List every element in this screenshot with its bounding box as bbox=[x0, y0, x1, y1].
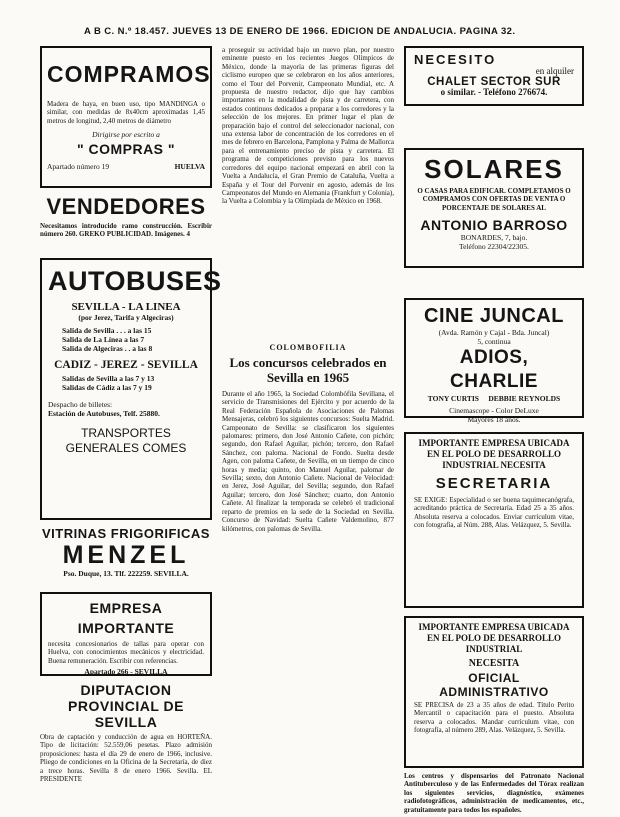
autobuses-office: Despacho de billetes: bbox=[48, 400, 113, 409]
compramos-footer-left: Apartado número 19 bbox=[47, 162, 110, 172]
chalet-line4: o similar. - Teléfono 276674. bbox=[440, 87, 548, 97]
diputacion-title: DIPUTACION PROVINCIAL DE SEVILLA bbox=[68, 682, 184, 730]
secretaria-body: SE EXIGE: Especialidad o ser buena taquimecanógrafa, acreditando práctica de Secretaría. Edad 25 a 35 años. Absoluta reserva a colocados. Enviar currículum vitae, con fotografía, al Núm. 288, Alas. Velázquez, 5. Sevilla. bbox=[414, 496, 574, 530]
ad-vitrinas bbox=[40, 526, 212, 584]
ad-compramos bbox=[40, 46, 212, 188]
article-kicker: COLOMBOFILIA bbox=[269, 343, 347, 352]
compramos-title: COMPRAMOS bbox=[47, 61, 211, 87]
ad-autobuses bbox=[40, 258, 222, 520]
cine-cast: TONY CURTIS DEBBIE REYNOLDS bbox=[427, 394, 561, 403]
cine-address: (Avda. Ramón y Cajal - Bda. Juncal) bbox=[438, 328, 550, 337]
article-cycling-text: a proseguir su actividad bajo un nuevo plan, por nuestro eminente puesto en los recientes Juegos Olímpicos de México, donde la mayoría de las primeras figuras del ciclismo europeo que se celebraron en los años anteriores, como el Tour del Porvenir, Campeonato Mundial, etc. A propuesta de nuestro redactor, dijo que hay cambios importantes en la modalidad de pista y de carretera, con estados continuos dedicados a preparar a los corredores y la selección de los mejores. En primer lugar el plan de preparación bajo el control del seleccionador nacional, con una extensa labor de concentración de los corredores en el mes de febrero en Barcelona, Pamplona y Palma de Mallorca para el entrenamiento preciso de pista y carretera. El programa de competiciones previsto para los nuevos corredores del equipo nacional empezará en abril con la Vuelta a Andalucía, el Gran Premio de Cataluña, Vuelta a España y el Tour del Porvenir en agosto, además de los Campeonatos del Mundo en Alemania (Frankfurt y Colonia), la Vuelta a Colombia y la Olimpiada de México en 1968. bbox=[222, 46, 394, 206]
ad-secretaria bbox=[404, 432, 584, 608]
solares-phone: Teléfono 22304/22305. bbox=[459, 242, 529, 252]
ad-solares bbox=[404, 148, 584, 268]
ad-diputacion bbox=[40, 682, 212, 790]
vendedores-body: Necesitamos introducido ramo construcción. Escribir número 260. GREKO PUBLICIDAD. Imágenes. 4 bbox=[40, 222, 212, 239]
solares-title: SOLARES bbox=[424, 154, 564, 184]
empresa-footer: Apartado 266 - SEVILLA bbox=[84, 667, 168, 677]
administrativo-role: OFICIAL ADMINISTRATIVO bbox=[439, 671, 549, 699]
autobuses-time: Salida de Algeciras . . a las 8 bbox=[62, 344, 153, 353]
secretaria-role: SECRETARIA bbox=[435, 475, 553, 492]
compramos-offer: Dirigirse por escrito a bbox=[92, 130, 160, 140]
autobuses-time: Salidas de Cádiz a las 7 y 19 bbox=[62, 383, 152, 392]
empresa-body: necesita concesionarios de tallas para operar con Huelva, con conocimientos mecánicos y electricidad. Buena remuneración. Escribir con referencias. bbox=[48, 640, 204, 665]
autobuses-time: Salida de Sevilla . . . a las 15 bbox=[62, 326, 152, 335]
autobuses-title: AUTOBUSES bbox=[48, 266, 222, 296]
administrativo-title: IMPORTANTE EMPRESA UBICADA EN EL POLO DE DESARROLLO INDUSTRIAL bbox=[418, 622, 570, 654]
autobuses-route1-sub: (por Jerez, Tarifa y Algeciras) bbox=[78, 313, 174, 322]
vitrinas-address: Pso. Duque, 13. Tlf. 222259. SEVILLA. bbox=[63, 569, 189, 578]
article-column bbox=[222, 46, 394, 794]
secretaria-title: IMPORTANTE EMPRESA UBICADA EN EL POLO DE DESARROLLO INDUSTRIAL NECESITA bbox=[418, 438, 570, 470]
ad-empresa-importante bbox=[40, 592, 212, 676]
chalet-line2: en alquiler bbox=[535, 66, 574, 76]
autobuses-time: Salidas de Sevilla a las 7 y 13 bbox=[62, 374, 155, 383]
cine-format: Cinemascope - Color DeLuxe bbox=[449, 406, 539, 415]
solares-address: BONARDES, 7, bajo. bbox=[460, 233, 528, 243]
page-header: A B C. N.º 18.457. JUEVES 13 DE ENERO DE 1966. EDICION DE ANDALUCIA. PAGINA 32. bbox=[84, 26, 516, 37]
solares-name: ANTONIO BARROSO bbox=[420, 217, 568, 234]
ad-cine-juncal bbox=[404, 298, 584, 424]
dispensary-note: Los centros y dispensarios del Patronato Nacional Antituberculoso y de las Enfermedades del Tórax realizan los siguientes servicios, diagnóstico, exámenes radiofotográficos, administración de medicamentos, etc., gratuitamente para todos los españoles. bbox=[404, 772, 584, 814]
administrativo-need: NECESITA bbox=[468, 658, 520, 669]
empresa-title: EMPRESA IMPORTANTE bbox=[77, 600, 175, 636]
administrativo-body: SE PRECISA de 23 a 35 años de edad. Título Perito Mercantil o capacitación para el puesto. Absoluta reserva a colocados. Mandar currículum vitae, con fotografía, al número 289, Alas. Velázquez, 5. Sevilla. bbox=[414, 701, 574, 735]
autobuses-route2: CADIZ - JEREZ - SEVILLA bbox=[54, 359, 198, 371]
autobuses-route1: SEVILLA - LA LINEA bbox=[71, 301, 181, 313]
vitrinas-brand: MENZEL bbox=[62, 541, 190, 569]
ad-administrativo bbox=[404, 616, 584, 768]
compramos-footer-right: HUELVA bbox=[174, 162, 205, 172]
compramos-body: Madera de haya, en buen uso, tipo MANDINGA o similar, con medidas de 8x40cm aproximadas 1,45 metros de longitud, 2,40 metros de diámetro bbox=[47, 100, 205, 125]
cine-film: ADIOS, CHARLIE bbox=[450, 347, 538, 392]
ad-chalet bbox=[404, 46, 584, 106]
cine-status: 5, continua bbox=[477, 337, 511, 346]
chalet-title: NECESITO bbox=[414, 52, 497, 67]
cine-rating: Mayores 18 años. bbox=[467, 415, 521, 424]
article-body: Durante el año 1965, la Sociedad Colombófila Sevillana, el servicio de Transmisiones del Ejército y por acuerdo de la Real Federación Española de Asociaciones de Palomas Mensajeras, celebró los siguientes concursos: Suelta Madrid. Campeonato de Sevilla: se clasificaron los siguientes palomares: primero, don José Antonio Cañete, con pichón; segundo, don Rafael Aguilar, pichón; tercero, don Rafael Sánchez, con paloma. Nacional de Fondo. Suelta desde Agen, con paloma Cañete, de Sevilla, en un tiempo de cinco horas y media; quinto, don Manuel Aguilar, palomar de Sevilla; sexto, don Antonio Cañete. Nacional de Velocidad: en Jerez, José Aguilar, del Sevilla; segundo, don Rafael Aguilar; tercero, don José Sánchez; cuarto, don Antonio Cañete. Al finalizar la temporada se celebró el tradicional reparto de premios en la sede de la Sociedad en Sevilla. Concurso de Navidad: Suelta Cañete Valdemolino, 877 kilómetros, con palomas de Sevilla. bbox=[222, 390, 394, 533]
article-headline: Los concursos celebrados en Sevilla en 1965 bbox=[229, 355, 387, 385]
cine-title: CINE JUNCAL bbox=[424, 305, 564, 327]
chalet-line3: CHALET SECTOR SUR bbox=[427, 76, 561, 88]
autobuses-time: Salida de La Línea a las 7 bbox=[62, 335, 145, 344]
diputacion-body: Obra de captación y conducción de agua en HORTEÑA. Tipo de licitación: 52.559,06 pesetas. Plazo admisión proposiciones: hasta el día 29 de enero de 1966, inclusive. Pliego de condiciones en la Oficina de la Secretaría, de diez a trece horas. Sevilla 8 de enero 1966. Sevilla. EL PRESIDENTE bbox=[40, 733, 212, 784]
autobuses-station: Estación de Autobuses, Telf. 25880. bbox=[48, 409, 160, 418]
vendedores-title: VENDEDORES bbox=[46, 194, 206, 219]
solares-body: O CASAS PARA EDIFICAR. COMPLETAMOS O COMPRAMOS CON OFERTAS DE VENTA O PORCENTAJE DE SOLARES AL bbox=[417, 187, 571, 212]
vitrinas-title: VITRINAS FRIGORIFICAS bbox=[42, 526, 210, 541]
ad-vendedores bbox=[40, 194, 212, 252]
compramos-brand: " COMPRAS " bbox=[76, 141, 176, 158]
autobuses-company: TRANSPORTES GENERALES COMES bbox=[65, 426, 187, 455]
